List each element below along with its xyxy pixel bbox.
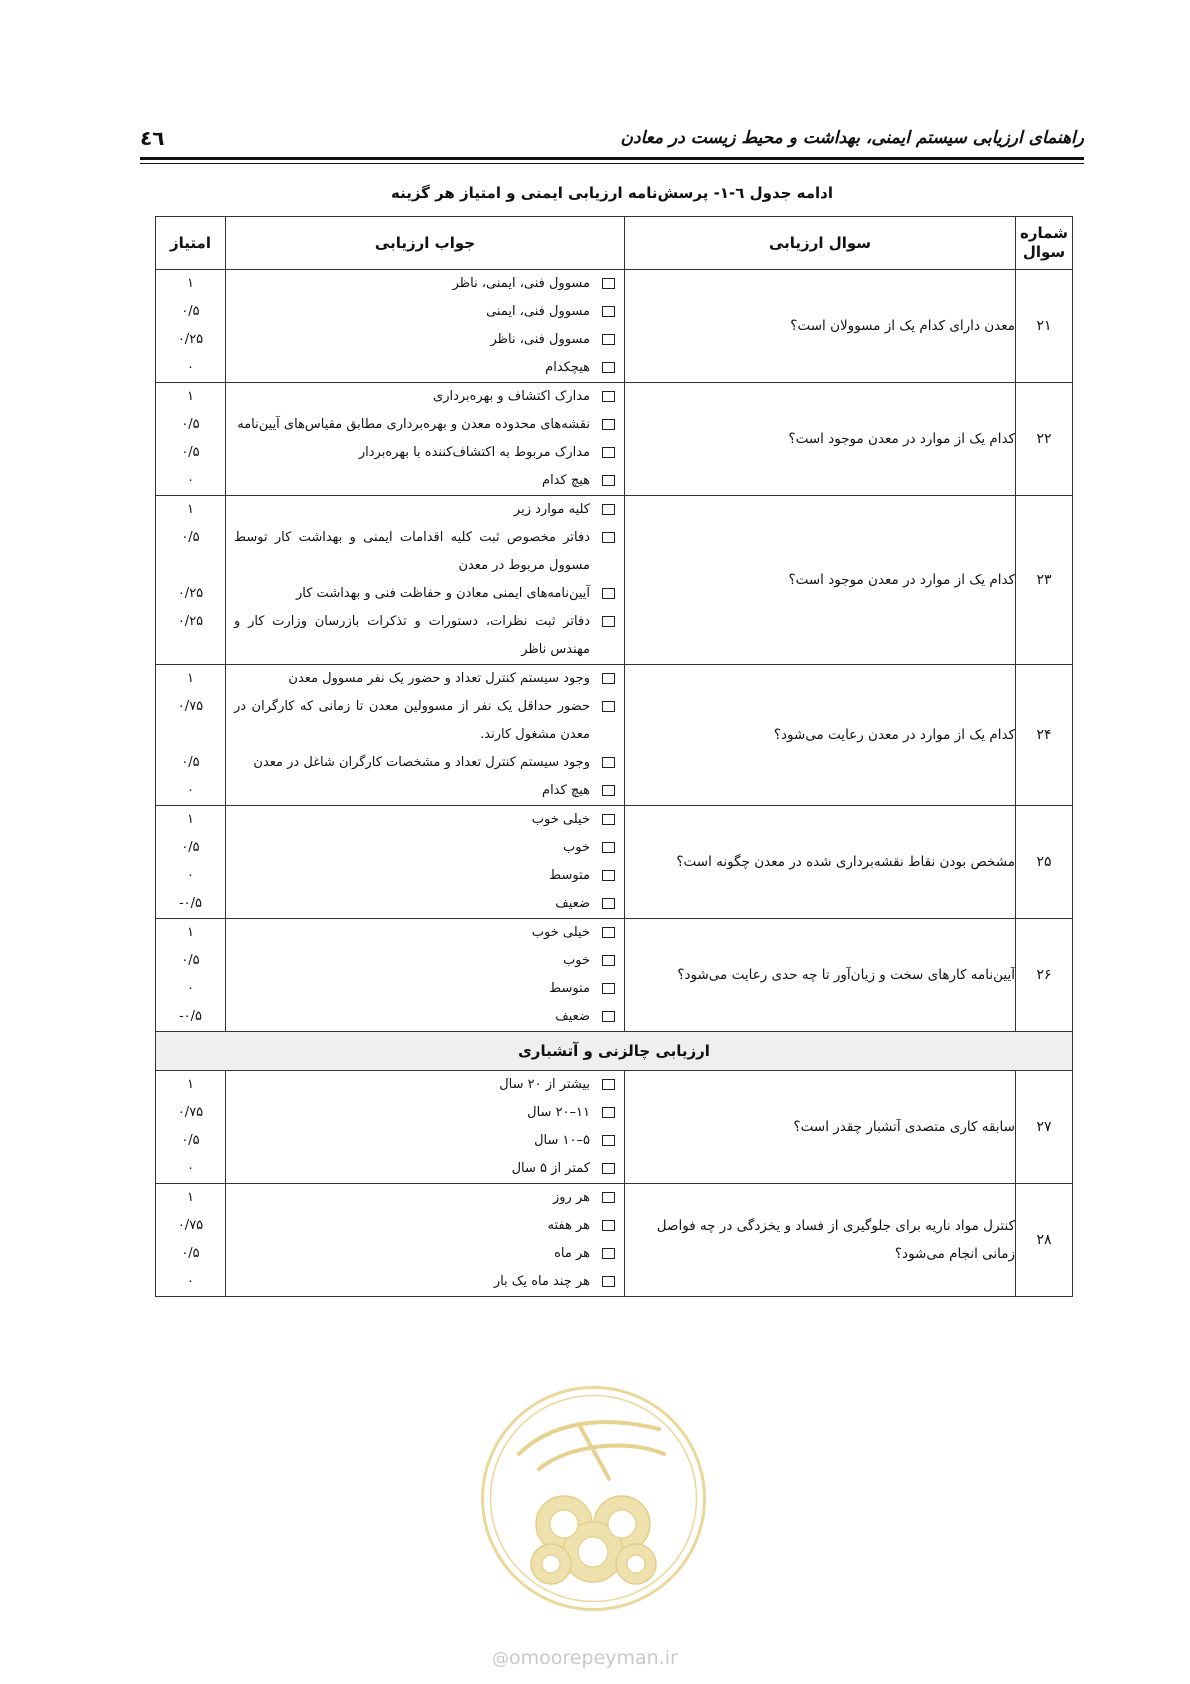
answer-option-label: خوب <box>563 953 590 968</box>
answer-option[interactable] <box>226 270 624 298</box>
answer-checkbox[interactable] <box>602 1107 615 1118</box>
answer-option-label: متوسط <box>549 981 590 996</box>
option-score: ۰/۲۵ <box>177 332 204 347</box>
answer-option-label: مدارک مربوط به اکتشاف‌کننده با بهره‌بردار <box>358 445 590 460</box>
answer-checkbox[interactable] <box>602 898 615 909</box>
answer-checkbox[interactable] <box>602 278 615 289</box>
running-title: راهنمای ارزیابی سیستم ایمنی، بهداشت و محیط زیست در معادن <box>620 128 1084 148</box>
answer-checkbox[interactable] <box>602 475 615 486</box>
answer-option[interactable] <box>226 411 624 439</box>
answer-checkbox[interactable] <box>602 504 615 515</box>
answer-options <box>226 383 625 496</box>
option-score: ۱ <box>187 812 194 827</box>
answer-checkbox[interactable] <box>602 1248 615 1259</box>
question-number: ۲۳ <box>1016 496 1073 665</box>
option-score: ۰/۵ <box>181 530 200 545</box>
answer-option-label: نقشه‌های محدوده معدن و بهره‌برداری مطابق مقیاس‌های آیین‌نامه <box>237 417 590 432</box>
answer-option-label: هر هفته <box>547 1218 590 1233</box>
score-values <box>156 806 226 919</box>
answer-option[interactable] <box>226 354 624 382</box>
answer-option-label: هر روز <box>553 1190 590 1205</box>
answer-option-label: ۱۱–۲۰ سال <box>527 1105 590 1120</box>
question-number: ۲۸ <box>1016 1184 1073 1297</box>
option-score: ۰/۵ <box>181 1246 200 1261</box>
answer-option[interactable] <box>226 1212 624 1240</box>
answer-option[interactable] <box>226 326 624 354</box>
answer-options <box>226 665 625 806</box>
answer-option-label: بیشتر از ۲۰ سال <box>499 1077 590 1092</box>
answer-option-label: ضعیف <box>555 896 590 911</box>
answer-options <box>226 919 625 1032</box>
option-score: ۰/۵ <box>181 953 200 968</box>
answer-option-label: دفاتر مخصوص ثبت کلیه اقدامات ایمنی و بهداشت کار توسط مسوول مربوط در معدن <box>234 530 590 573</box>
omoor-peyman-stamp-logo <box>479 1384 708 1613</box>
option-score: ۰/۵ <box>181 304 200 319</box>
answer-option[interactable] <box>226 1155 624 1183</box>
answer-option-label: مسوول فنی، ناظر <box>490 332 590 347</box>
option-score: ۱ <box>187 1077 194 1092</box>
table-row <box>156 665 1073 806</box>
col-header-number: شماره سوال <box>1016 217 1073 270</box>
answer-options <box>226 1184 625 1297</box>
answer-option-label: مدارک اکتشاف و بهره‌برداری <box>433 389 590 404</box>
answer-checkbox[interactable] <box>602 391 615 402</box>
question-text: سابقه کاری متصدی آتشبار چقدر است؟ <box>625 1071 1016 1184</box>
option-score: ۰ <box>187 783 194 798</box>
answer-checkbox[interactable] <box>602 955 615 966</box>
option-score: ۰/۵ <box>181 445 200 460</box>
header-rule-thin <box>140 163 1084 164</box>
answer-option[interactable] <box>226 608 624 664</box>
answer-checkbox[interactable] <box>602 1163 615 1174</box>
answer-option-label: وجود سیستم کنترل تعداد و حضور یک نفر مسوول معدن <box>288 671 590 686</box>
question-number: ۲۶ <box>1016 919 1073 1032</box>
answer-option-label: هیچکدام <box>545 360 590 375</box>
table-row <box>156 1071 1073 1184</box>
question-text: کنترل مواد ناریه برای جلوگیری از فساد و یخزدگی در چه فواصل زمانی انجام می‌شود؟ <box>625 1184 1016 1297</box>
answer-option[interactable] <box>226 834 624 862</box>
option-score: ۰ <box>187 1274 194 1289</box>
answer-options <box>226 806 625 919</box>
score-values <box>156 1071 226 1184</box>
option-score: ۱ <box>187 276 194 291</box>
question-number: ۲۲ <box>1016 383 1073 496</box>
col-header-score: امتیاز <box>156 217 226 270</box>
answer-option[interactable] <box>226 1003 624 1031</box>
score-values <box>156 270 226 383</box>
answer-option[interactable] <box>226 975 624 1003</box>
option-score: ۰/۲۵ <box>177 614 204 629</box>
table-caption: ادامه جدول ٦-١- پرسش‌نامه ارزیابی ایمنی و امتیاز هر گزینه <box>390 184 834 202</box>
answer-option-label: متوسط <box>549 868 590 883</box>
answer-checkbox[interactable] <box>602 532 615 543</box>
table-row <box>156 383 1073 496</box>
question-text: کدام یک از موارد در معدن موجود است؟ <box>625 383 1016 496</box>
answer-option-label: خیلی خوب <box>531 925 590 940</box>
option-score: ۱ <box>187 389 194 404</box>
question-number: ۲۱ <box>1016 270 1073 383</box>
answer-checkbox[interactable] <box>602 983 615 994</box>
answer-options <box>226 1071 625 1184</box>
answer-checkbox[interactable] <box>602 870 615 881</box>
option-score: -۰/۵ <box>178 1009 203 1024</box>
answer-checkbox[interactable] <box>602 306 615 317</box>
answer-option[interactable] <box>226 890 624 918</box>
answer-option[interactable] <box>226 496 624 524</box>
answer-option-label: وجود سیستم کنترل تعداد و مشخصات کارگران شاغل در معدن <box>253 755 590 770</box>
table-row <box>156 270 1073 383</box>
table-header-row <box>156 217 1073 270</box>
option-score: ۰ <box>187 981 194 996</box>
answer-checkbox[interactable] <box>602 814 615 825</box>
answer-option-label: هر چند ماه یک بار <box>493 1274 590 1289</box>
question-text: کدام یک از موارد در معدن رعایت می‌شود؟ <box>625 665 1016 806</box>
option-score: ۰/۵ <box>181 755 200 770</box>
answer-option-label: آیین‌نامه‌های ایمنی معادن و حفاظت فنی و بهداشت کار <box>296 586 590 601</box>
answer-checkbox[interactable] <box>602 1011 615 1022</box>
answer-option-label: کمتر از ۵ سال <box>511 1161 590 1176</box>
answer-checkbox[interactable] <box>602 673 615 684</box>
answer-checkbox[interactable] <box>602 927 615 938</box>
answer-option-label: هیچ کدام <box>542 473 590 488</box>
question-number: ۲۷ <box>1016 1071 1073 1184</box>
option-score: ۰/۵ <box>181 1133 200 1148</box>
score-values <box>156 496 226 665</box>
answer-option[interactable] <box>226 467 624 495</box>
option-score: ۰/۲۵ <box>177 586 204 601</box>
questionnaire-table <box>155 216 1073 1297</box>
question-number: ۲۴ <box>1016 665 1073 806</box>
answer-options <box>226 496 625 665</box>
page-header <box>140 126 1084 156</box>
answer-option-label: هر ماه <box>554 1246 590 1261</box>
answer-option-label: کلیه موارد زیر <box>513 502 590 517</box>
answer-option[interactable] <box>226 1127 624 1155</box>
answer-checkbox[interactable] <box>602 1192 615 1203</box>
answer-option-label: ضعیف <box>555 1009 590 1024</box>
answer-option-label: مسوول فنی، ایمنی <box>486 304 590 319</box>
answer-checkbox[interactable] <box>602 701 615 712</box>
answer-option-label: دفاتر ثبت نظرات، دستورات و تذکرات بازرسان وزارت کار و مهندس ناظر <box>234 614 590 657</box>
table-row <box>156 919 1073 1032</box>
answer-checkbox[interactable] <box>602 1220 615 1231</box>
answer-option[interactable] <box>226 1184 624 1212</box>
question-text: مشخص بودن نقاط نقشه‌برداری شده در معدن چگونه است؟ <box>625 806 1016 919</box>
score-values <box>156 1184 226 1297</box>
option-score: ۰/۷۵ <box>177 1105 204 1120</box>
answer-option[interactable] <box>226 862 624 890</box>
question-text: معدن دارای کدام یک از مسوولان است؟ <box>625 270 1016 383</box>
answer-option[interactable] <box>226 439 624 467</box>
option-score: ۰ <box>187 360 194 375</box>
answer-checkbox[interactable] <box>602 362 615 373</box>
answer-option[interactable] <box>226 524 624 580</box>
score-values <box>156 665 226 806</box>
site-watermark: @omoorepeyman.ir <box>492 1647 678 1669</box>
answer-checkbox[interactable] <box>602 419 615 430</box>
answer-option-label: حضور حداقل یک نفر از مسوولین معدن تا زمانی که کارگران در معدن مشغول کارند. <box>234 699 590 742</box>
section-row <box>156 1032 1073 1071</box>
answer-option-label: هیچ کدام <box>542 783 590 798</box>
answer-option-label: خیلی خوب <box>531 812 590 827</box>
answer-checkbox[interactable] <box>602 842 615 853</box>
answer-option[interactable] <box>226 665 624 693</box>
question-number: ۲۵ <box>1016 806 1073 919</box>
table-row <box>156 496 1073 665</box>
option-score: ۰/۵ <box>181 840 200 855</box>
answer-option[interactable] <box>226 580 624 608</box>
question-text: کدام یک از موارد در معدن موجود است؟ <box>625 496 1016 665</box>
col-header-question: سوال ارزیابی <box>625 217 1016 270</box>
option-score: ۱ <box>187 1190 194 1205</box>
answer-option-label: مسوول فنی، ایمنی، ناظر <box>452 276 590 291</box>
answer-option[interactable] <box>226 1099 624 1127</box>
answer-option[interactable] <box>226 298 624 326</box>
option-score: -۰/۵ <box>178 896 203 911</box>
answer-checkbox[interactable] <box>602 1276 615 1287</box>
answer-option[interactable] <box>226 919 624 947</box>
option-score: ۱ <box>187 925 194 940</box>
answer-checkbox[interactable] <box>602 447 615 458</box>
answer-option-label: ۵–۱۰ سال <box>534 1133 590 1148</box>
answer-option[interactable] <box>226 806 624 834</box>
question-text: آیین‌نامه کارهای سخت و زیان‌آور تا چه حدی رعایت می‌شود؟ <box>625 919 1016 1032</box>
score-values <box>156 383 226 496</box>
answer-checkbox[interactable] <box>602 334 615 345</box>
answer-option[interactable] <box>226 947 624 975</box>
answer-option[interactable] <box>226 693 624 749</box>
option-score: ۱ <box>187 502 194 517</box>
option-score: ۰/۷۵ <box>177 699 204 714</box>
table-row <box>156 1184 1073 1297</box>
page-number: ٤٦ <box>140 126 165 150</box>
answer-option-label: خوب <box>563 840 590 855</box>
option-score: ۰ <box>187 473 194 488</box>
score-values <box>156 919 226 1032</box>
table-row <box>156 806 1073 919</box>
answer-option[interactable] <box>226 777 624 805</box>
option-score: ۱ <box>187 671 194 686</box>
answer-checkbox[interactable] <box>602 616 615 627</box>
answer-option[interactable] <box>226 1240 624 1268</box>
option-score: ۰/۷۵ <box>177 1218 204 1233</box>
header-rule-thick <box>140 157 1084 160</box>
option-score: ۰ <box>187 868 194 883</box>
answer-option[interactable] <box>226 749 624 777</box>
answer-checkbox[interactable] <box>602 1135 615 1146</box>
answer-options <box>226 270 625 383</box>
answer-option[interactable] <box>226 1071 624 1099</box>
answer-checkbox[interactable] <box>602 1079 615 1090</box>
option-score: ۰/۵ <box>181 417 200 432</box>
answer-checkbox[interactable] <box>602 757 615 768</box>
answer-option[interactable] <box>226 1268 624 1296</box>
section-title: ارزیابی چالزنی و آتشباری <box>156 1032 1073 1071</box>
answer-option[interactable] <box>226 383 624 411</box>
option-score: ۰ <box>187 1161 194 1176</box>
answer-checkbox[interactable] <box>602 588 615 599</box>
answer-checkbox[interactable] <box>602 785 615 796</box>
col-header-answer: جواب ارزیابی <box>226 217 625 270</box>
